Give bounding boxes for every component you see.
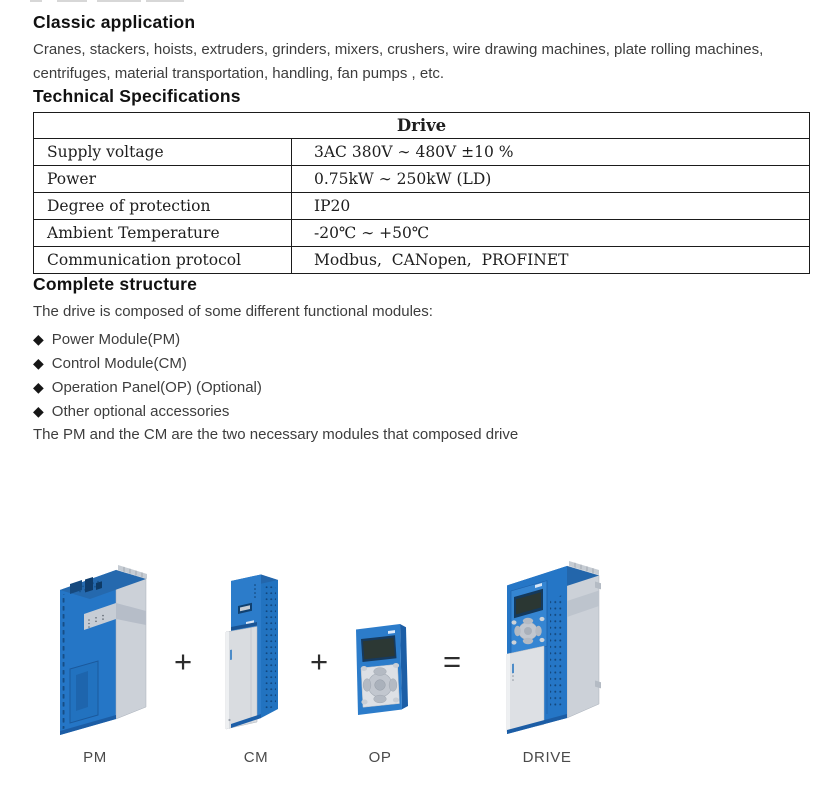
drive-label: DRIVE <box>522 749 572 766</box>
page-top-artifact <box>30 0 42 2</box>
spec-value: IP20 <box>292 193 810 220</box>
spec-table <box>33 112 810 274</box>
bullet-list <box>33 327 810 423</box>
spec-row <box>34 247 810 274</box>
cm-label: CM <box>243 749 269 766</box>
classic-application-text: Cranes, stackers, hoists, extruders, grinders, mixers, crushers, wire drawing machines, plate rolling machines, centrifuges, material transportation, handling, fan pumps , etc. <box>33 41 764 82</box>
spec-value: 0.75kW ∼ 250kW (LD) <box>292 166 810 193</box>
bullet-text: Power Module(PM) <box>51 330 181 348</box>
spec-label: Power <box>34 166 292 193</box>
spec-label: Degree of protection <box>34 193 292 220</box>
page-top-artifact <box>97 0 141 2</box>
op-label: OP <box>368 749 392 766</box>
spec-row <box>34 166 810 193</box>
spec-label: Communication protocol <box>34 247 292 274</box>
cm-module-image <box>224 568 292 738</box>
page-top-artifact <box>57 0 87 2</box>
spec-value: 3AC 380V ∼ 480V ±10 % <box>292 139 810 166</box>
structure-intro: The drive is composed of some different functional modules: <box>33 303 433 320</box>
plus-operator: + <box>309 644 329 679</box>
pm-module-image <box>52 557 154 737</box>
plus-operator: + <box>173 644 193 679</box>
spec-row <box>34 193 810 220</box>
technical-specifications-heading: Technical Specifications <box>33 86 241 106</box>
spec-label: Supply voltage <box>34 139 292 166</box>
diamond-bullet-icon: ◆ <box>33 355 44 371</box>
bullet-item <box>33 375 810 399</box>
equals-operator: = <box>442 644 462 679</box>
spec-table-header: Drive <box>34 113 810 139</box>
bullet-text: Control Module(CM) <box>51 354 187 372</box>
module-composition-figure <box>0 530 827 793</box>
bullet-item <box>33 327 810 351</box>
bullet-item <box>33 399 810 423</box>
classic-application-heading: Classic application <box>33 12 196 32</box>
page-top-artifact <box>146 0 184 2</box>
bullet-text: Operation Panel(OP) (Optional) <box>51 378 262 396</box>
drive-module-image <box>494 556 608 738</box>
diamond-bullet-icon: ◆ <box>33 379 44 395</box>
op-module-image <box>350 618 414 718</box>
spec-label: Ambient Temperature <box>34 220 292 247</box>
spec-row <box>34 139 810 166</box>
diamond-bullet-icon: ◆ <box>33 403 44 419</box>
spec-value: -20℃ ∼ +50℃ <box>292 220 810 247</box>
bullet-text: Other optional accessories <box>51 402 230 420</box>
spec-value: Modbus, CANopen, PROFINET <box>292 247 810 274</box>
complete-structure-heading: Complete structure <box>33 274 198 294</box>
bullet-item <box>33 351 810 375</box>
structure-outro: The PM and the CM are the two necessary modules that composed drive <box>33 426 519 443</box>
spec-header-row <box>34 113 810 139</box>
pm-label: PM <box>83 749 107 766</box>
diamond-bullet-icon: ◆ <box>33 331 44 347</box>
spec-row <box>34 220 810 247</box>
